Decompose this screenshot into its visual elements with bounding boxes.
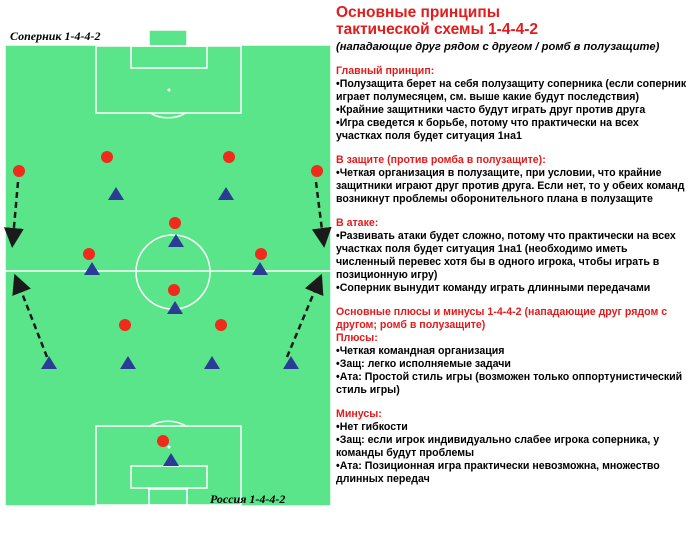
defense-line: защитники играют друг против друга. Если нет, то у обеих команд: [336, 180, 685, 192]
attack-line: •Развивать атаки будет сложно, потому что практически на всех: [336, 230, 676, 242]
opponent-player-circle: [119, 319, 131, 331]
spacer: [336, 397, 698, 408]
top-penalty-spot: [168, 89, 171, 92]
main-principle-line: •Крайние защитники часто будут играть друг против друга: [336, 104, 646, 116]
bottom-goal: [149, 489, 187, 505]
cons-line: •Ата: Позиционная игра практически невозможна, множество: [336, 460, 660, 472]
opponent-player-circle: [157, 435, 169, 447]
defense-heading: В защите (против ромба в полузащите):: [336, 154, 546, 166]
main-principle-line: играет полумесяцем, см. выше какие будут последствия): [336, 91, 639, 103]
attack-heading: В атаке:: [336, 217, 379, 229]
defense-line: •Четкая организация в полузащите, при условии, что крайние: [336, 167, 662, 179]
opponent-player-circle: [13, 165, 25, 177]
main-principle-line: •Полузащита берет на себя полузащиту соперника (если соперник: [336, 78, 687, 90]
cons-line: длинных передач: [336, 473, 430, 485]
opponent-player-circle: [255, 248, 267, 260]
title-line: Основные принципы: [336, 4, 500, 21]
title-line: тактической схемы 1-4-4-2: [336, 21, 539, 38]
panel-title: [336, 4, 698, 38]
main-principle-heading: Главный принцип:: [336, 65, 435, 77]
top-team-label: Соперник 1-4-4-2: [10, 29, 101, 43]
attack-line: участках поля будет ситуация 1на1 (необходимо иметь: [336, 243, 628, 255]
bottom-team-label: Россия 1-4-4-2: [210, 492, 286, 506]
defense-line: возникнут проблемы оборонительного плана в полузащите: [336, 193, 653, 205]
opponent-player-circle: [101, 151, 113, 163]
pros-line: •Четкая командная организация: [336, 345, 505, 357]
cons-heading: Минусы:: [336, 408, 382, 420]
pros-line: •Защ: легко исполняемые задачи: [336, 358, 511, 370]
pros-heading: Плюсы:: [336, 332, 378, 344]
opponent-player-circle: [311, 165, 323, 177]
opponent-player-circle: [223, 151, 235, 163]
cons-line: •Нет гибкости: [336, 421, 408, 433]
top-goal: [149, 30, 187, 46]
attack-line: позиционную игру): [336, 269, 438, 281]
cons-line: команды будут проблемы: [336, 447, 475, 459]
opponent-player-circle: [83, 248, 95, 260]
opponent-player-circle: [169, 217, 181, 229]
principles-panel: [336, 4, 698, 486]
opponent-player-circle: [168, 284, 180, 296]
bottom-penalty-spot: [168, 446, 171, 449]
attack-line: численный перевес хотя бы в одного игрока, чтобы играть в: [336, 256, 660, 268]
pros-cons-heading: Основные плюсы и минусы 1-4-4-2 (нападающие друг рядом с: [336, 306, 668, 318]
pros-line: стиль игры): [336, 384, 400, 396]
cons-line: •Защ: если игрок индивидуально слабее игрока соперника, у: [336, 434, 660, 446]
panel-subtitle: (нападающие друг рядом с другом / ромб в полузащите): [336, 41, 660, 53]
attack-line: •Соперник вынудит команду играть длинными передачами: [336, 282, 651, 294]
pitch-grass: [5, 45, 331, 506]
opponent-player-circle: [215, 319, 227, 331]
main-principle-line: •Игра сведется к борьбе, потому что практически на всех: [336, 117, 639, 129]
main-principle-line: участках поля будет ситуация 1на1: [336, 130, 522, 142]
pros-cons-heading: другом; ромб в полузащите): [336, 319, 486, 331]
pros-line: •Ата: Простой стиль игры (возможен только оппортунистический: [336, 371, 683, 383]
